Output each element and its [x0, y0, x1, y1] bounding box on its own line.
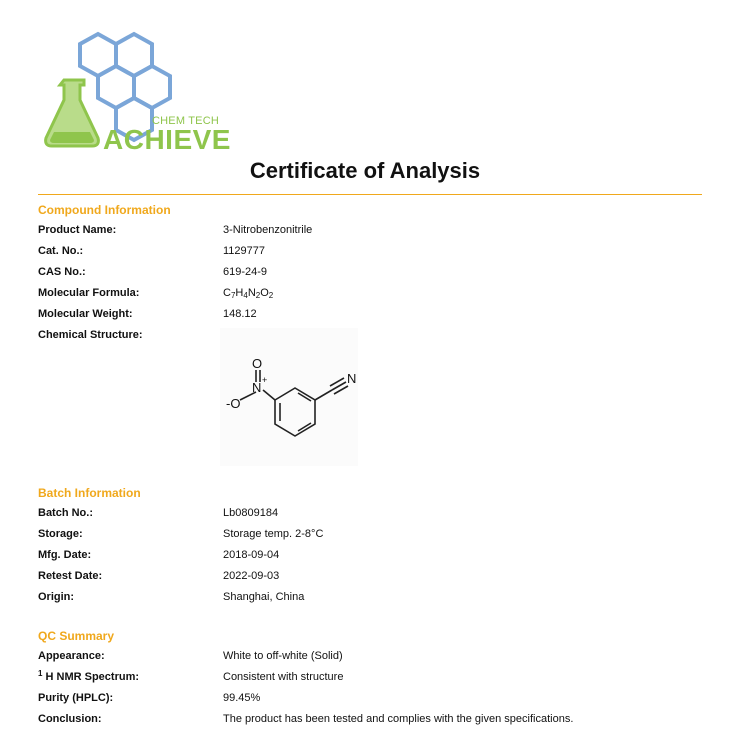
field-value: 619-24-9	[223, 266, 268, 278]
chemical-structure-row	[38, 329, 698, 345]
field-value: 148.12	[223, 308, 257, 320]
field-value: Shanghai, China	[223, 591, 305, 603]
field-label: Mfg. Date:	[38, 549, 92, 561]
field-label: Molecular Weight:	[38, 308, 133, 320]
benzene-ring	[275, 388, 315, 436]
field-label: Appearance:	[38, 650, 105, 662]
logo-subtitle: CHEM TECH	[152, 115, 219, 127]
field-label: Batch No.:	[38, 507, 93, 519]
mfg-date-row	[38, 549, 698, 565]
nmr-label-text: H NMR Spectrum:	[45, 671, 140, 683]
atom-label-oxygen: O	[252, 356, 263, 371]
molecular-formula: $C_7H_4N_2O_2$	[223, 287, 274, 300]
field-value: Consistent with structure	[223, 671, 344, 683]
cat-no-row	[38, 245, 698, 261]
batch-no-row	[38, 507, 698, 523]
field-value: The product has been tested and complies with the given specifications.	[223, 713, 574, 725]
atom-label-nitrogen: N	[347, 371, 357, 386]
field-label: Molecular Formula:	[38, 287, 140, 299]
bond-ring-nitrile	[315, 390, 332, 400]
flask-icon	[46, 80, 99, 146]
charge-plus: +	[262, 375, 268, 385]
bond-ring-nitro	[263, 390, 275, 400]
field-label: Retest Date:	[38, 570, 103, 582]
field-value: 2022-09-03	[223, 570, 280, 582]
field-label: Storage:	[38, 528, 83, 540]
storage-row	[38, 528, 698, 544]
qc-section-heading: QC Summary	[38, 629, 115, 643]
field-label: Chemical Structure:	[38, 329, 143, 341]
title-divider	[38, 194, 702, 195]
field-label: Purity (HPLC):	[38, 692, 114, 704]
conclusion-row	[38, 713, 698, 729]
purity-row	[38, 692, 698, 708]
molecular-weight-row	[38, 308, 698, 324]
cas-no-row	[38, 266, 698, 282]
field-value: 3-Nitrobenzonitrile	[223, 224, 313, 236]
field-label: Conclusion:	[38, 713, 102, 725]
batch-section-heading: Batch Information	[38, 486, 141, 500]
field-label: CAS No.:	[38, 266, 86, 278]
compound-section-heading: Compound Information	[38, 203, 171, 217]
chemical-structure-diagram	[220, 328, 358, 466]
field-value: White to off-white (Solid)	[223, 650, 343, 662]
field-value: 99.45%	[223, 692, 261, 704]
nmr-spectrum-row	[38, 671, 698, 687]
retest-date-row	[38, 570, 698, 586]
field-label	[38, 671, 139, 683]
field-label: Cat. No.:	[38, 245, 84, 257]
field-value: Lb0809184	[223, 507, 279, 519]
field-value: 1129777	[223, 245, 266, 257]
nmr-superscript: 1	[38, 669, 43, 678]
atom-label-nitrogen: N	[252, 380, 262, 395]
field-label: Product Name:	[38, 224, 117, 236]
appearance-row	[38, 650, 698, 666]
logo-name: ACHIEVE	[103, 124, 231, 155]
field-value: 2018-09-04	[223, 549, 280, 561]
document-title: Certificate of Analysis	[249, 158, 481, 183]
field-label: Origin:	[38, 591, 75, 603]
product-name-row	[38, 224, 698, 240]
origin-row	[38, 591, 698, 607]
field-value: Storage temp. 2-8°C	[223, 528, 324, 540]
molecular-formula-row	[38, 287, 698, 303]
atom-label-oxygen-minus: -O	[226, 396, 241, 411]
